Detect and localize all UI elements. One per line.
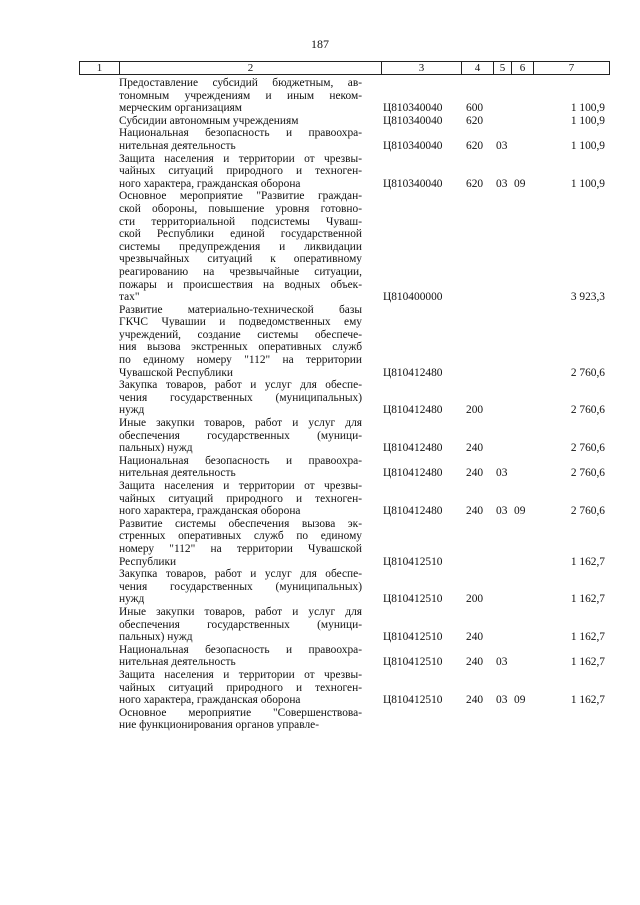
row-name (119, 77, 362, 115)
row-name-line: пожары и происшествия на водных объек- (119, 278, 362, 291)
row-expense-type: 200 (466, 404, 484, 417)
row-name (119, 379, 362, 417)
row-name-line: тономным учреждениям и иным неком- (119, 89, 362, 102)
row-name-line: учреждений, создание системы обеспече- (119, 328, 362, 341)
row-name (119, 127, 362, 152)
row-name-line: ного характера, гражданская оборона (119, 505, 301, 518)
row-name-line: реагированию на чрезвычайные ситуации, (119, 265, 362, 278)
header-col-5: 5 (494, 62, 512, 74)
row-name (119, 115, 362, 128)
row-name (119, 669, 362, 707)
row-name-line: чайных ситуаций природного и техноген- (119, 492, 362, 505)
row-code: Ц810340040 (383, 177, 443, 190)
row-name-line: ного характера, гражданская оборона (119, 694, 301, 707)
row-name-line: ской Республики единой государственной (119, 228, 362, 241)
table-header (79, 61, 610, 75)
row-section: 03 (496, 694, 508, 707)
row-code: Ц810340040 (383, 114, 443, 127)
row-name-line: Развитие материально-технической базы (119, 303, 362, 316)
row-code: Ц810412510 (383, 694, 443, 707)
row-expense-type: 240 (466, 467, 484, 480)
row-amount: 1 162,7 (570, 656, 605, 669)
row-code: Ц810412510 (383, 656, 443, 669)
row-amount: 2 760,6 (570, 505, 605, 518)
row-name-line: Основное мероприятие "Развитие граждан- (119, 190, 362, 203)
row-expense-type: 620 (466, 114, 484, 127)
row-name (119, 153, 362, 191)
row-name-line: обеспечения государственных (муници- (119, 618, 362, 631)
row-expense-type: 620 (466, 177, 484, 190)
row-name-line: Иные закупки товаров, работ и услуг для (119, 605, 362, 618)
row-name-line: пальных) нужд (119, 442, 193, 455)
row-name (119, 518, 362, 568)
table-row (0, 127, 640, 152)
row-subsection: 09 (514, 177, 526, 190)
row-name-line: нительная деятельность (119, 467, 236, 480)
row-code: Ц810412510 (383, 555, 443, 568)
row-amount: 1 162,7 (570, 555, 605, 568)
table-row (0, 455, 640, 480)
row-code: Ц810412510 (383, 593, 443, 606)
row-amount: 2 760,6 (570, 366, 605, 379)
row-name-line: обеспечения государственных (муници- (119, 429, 362, 442)
row-section: 03 (496, 139, 508, 152)
table-row (0, 606, 640, 644)
row-name (119, 644, 362, 669)
table-row (0, 480, 640, 518)
row-expense-type: 240 (466, 442, 484, 455)
row-name-line: пальных) нужд (119, 631, 193, 644)
row-name-line: системы предупреждения и ликвидации (119, 240, 362, 253)
row-name-line: тах" (119, 291, 140, 304)
row-name-line: ного характера, гражданская оборона (119, 177, 301, 190)
row-name (119, 707, 362, 732)
row-name-line: Национальная безопасность и правоохра- (119, 643, 362, 656)
header-col-3: 3 (382, 62, 462, 74)
row-name-line: мерческим организациям (119, 102, 242, 115)
row-amount: 1 162,7 (570, 593, 605, 606)
row-code: Ц810412480 (383, 442, 443, 455)
row-name-line: номеру "112" на территории Чувашской (119, 542, 362, 555)
row-name-line: чения государственных (муниципальных) (119, 391, 362, 404)
table-row (0, 707, 640, 732)
table-row (0, 568, 640, 606)
header-col-1: 1 (80, 62, 120, 74)
table-body (0, 77, 640, 732)
row-code: Ц810340040 (383, 139, 443, 152)
row-amount: 3 923,3 (570, 291, 605, 304)
table-row (0, 518, 640, 568)
row-amount: 2 760,6 (570, 442, 605, 455)
row-name-line: Закупка товаров, работ и услуг для обеспе- (119, 568, 362, 581)
row-subsection: 09 (514, 694, 526, 707)
row-name-line: Закупка товаров, работ и услуг для обеспе- (119, 379, 362, 392)
row-amount: 1 100,9 (570, 114, 605, 127)
row-name-line: Защита населения и территории от чрезвы- (119, 480, 362, 492)
table-row (0, 115, 640, 128)
row-name-line: Национальная безопасность и правоохра- (119, 454, 362, 467)
table-row (0, 417, 640, 455)
row-name-line: Чувашской Республики (119, 366, 233, 379)
row-code: Ц810340040 (383, 102, 443, 115)
row-name-line: по единому номеру "112" на территории (119, 354, 362, 367)
table-row (0, 190, 640, 303)
row-expense-type: 240 (466, 656, 484, 669)
row-section: 03 (496, 656, 508, 669)
row-name-line: Основное мероприятие "Совершенствова- (119, 706, 362, 719)
row-expense-type: 200 (466, 593, 484, 606)
row-section: 03 (496, 505, 508, 518)
row-name-line: Развитие системы обеспечения вызова эк- (119, 517, 362, 530)
row-name-line: нужд (119, 593, 145, 606)
row-name-line: Защита населения и территории от чрезвы- (119, 668, 362, 681)
row-code: Ц810412510 (383, 631, 443, 644)
row-code: Ц810412480 (383, 366, 443, 379)
row-name-line: чрезвычайных ситуаций к оперативному (119, 253, 362, 266)
row-name-line: чайных ситуаций природного и техноген- (119, 681, 362, 694)
row-name-line: Предоставление субсидий бюджетным, ав- (119, 77, 362, 89)
row-expense-type: 240 (466, 505, 484, 518)
row-name (119, 480, 362, 518)
row-amount: 1 100,9 (570, 177, 605, 190)
row-name-line: нительная деятельность (119, 139, 236, 152)
row-code: Ц810412480 (383, 467, 443, 480)
row-name-line: ГКЧС Чувашии и подведомственных ему (119, 316, 362, 329)
page-number: 187 (311, 37, 329, 51)
row-name-line: чайных ситуаций природного и техноген- (119, 165, 362, 178)
header-col-6: 6 (512, 62, 534, 74)
row-code: Ц810400000 (383, 291, 443, 304)
row-name-line: Субсидии автономным учреждениям (119, 114, 299, 127)
table-row (0, 669, 640, 707)
row-name (119, 455, 362, 480)
row-amount: 1 100,9 (570, 139, 605, 152)
row-name (119, 606, 362, 644)
row-code: Ц810412480 (383, 404, 443, 417)
row-name (119, 417, 362, 455)
row-name-line: ния вызова экстренных оперативных служб (119, 341, 362, 354)
row-amount: 2 760,6 (570, 404, 605, 417)
row-expense-type: 240 (466, 694, 484, 707)
row-expense-type: 600 (466, 102, 484, 115)
row-expense-type: 620 (466, 139, 484, 152)
row-name-line: Защита населения и территории от чрезвы- (119, 152, 362, 165)
row-section: 03 (496, 467, 508, 480)
row-name (119, 190, 362, 303)
table-row (0, 153, 640, 191)
row-amount: 1 162,7 (570, 631, 605, 644)
table-row (0, 379, 640, 417)
row-amount: 1 162,7 (570, 694, 605, 707)
row-section: 03 (496, 177, 508, 190)
table-row (0, 304, 640, 380)
row-name-line: Национальная безопасность и правоохра- (119, 127, 362, 140)
row-name-line: сти территориальной подсистемы Чуваш- (119, 215, 362, 228)
header-col-4: 4 (462, 62, 494, 74)
row-name-line: ской обороны, повышение уровня готовно- (119, 202, 362, 215)
row-amount: 1 100,9 (570, 102, 605, 115)
row-name-line: стренных оперативных служб по единому (119, 530, 362, 543)
table-row (0, 644, 640, 669)
row-expense-type: 240 (466, 631, 484, 644)
table-row (0, 77, 640, 115)
row-name-line: чения государственных (муниципальных) (119, 580, 362, 593)
header-col-2: 2 (120, 62, 382, 74)
row-name (119, 568, 362, 606)
row-name (119, 304, 362, 380)
row-name-line: нительная деятельность (119, 656, 236, 669)
row-name-line: нужд (119, 404, 145, 417)
row-subsection: 09 (514, 505, 526, 518)
row-code: Ц810412480 (383, 505, 443, 518)
row-name-line: ние функционирования органов управле- (119, 719, 319, 732)
header-col-7: 7 (568, 62, 575, 74)
row-name-line: Республики (119, 555, 177, 568)
row-amount: 2 760,6 (570, 467, 605, 480)
row-name-line: Иные закупки товаров, работ и услуг для (119, 417, 362, 430)
